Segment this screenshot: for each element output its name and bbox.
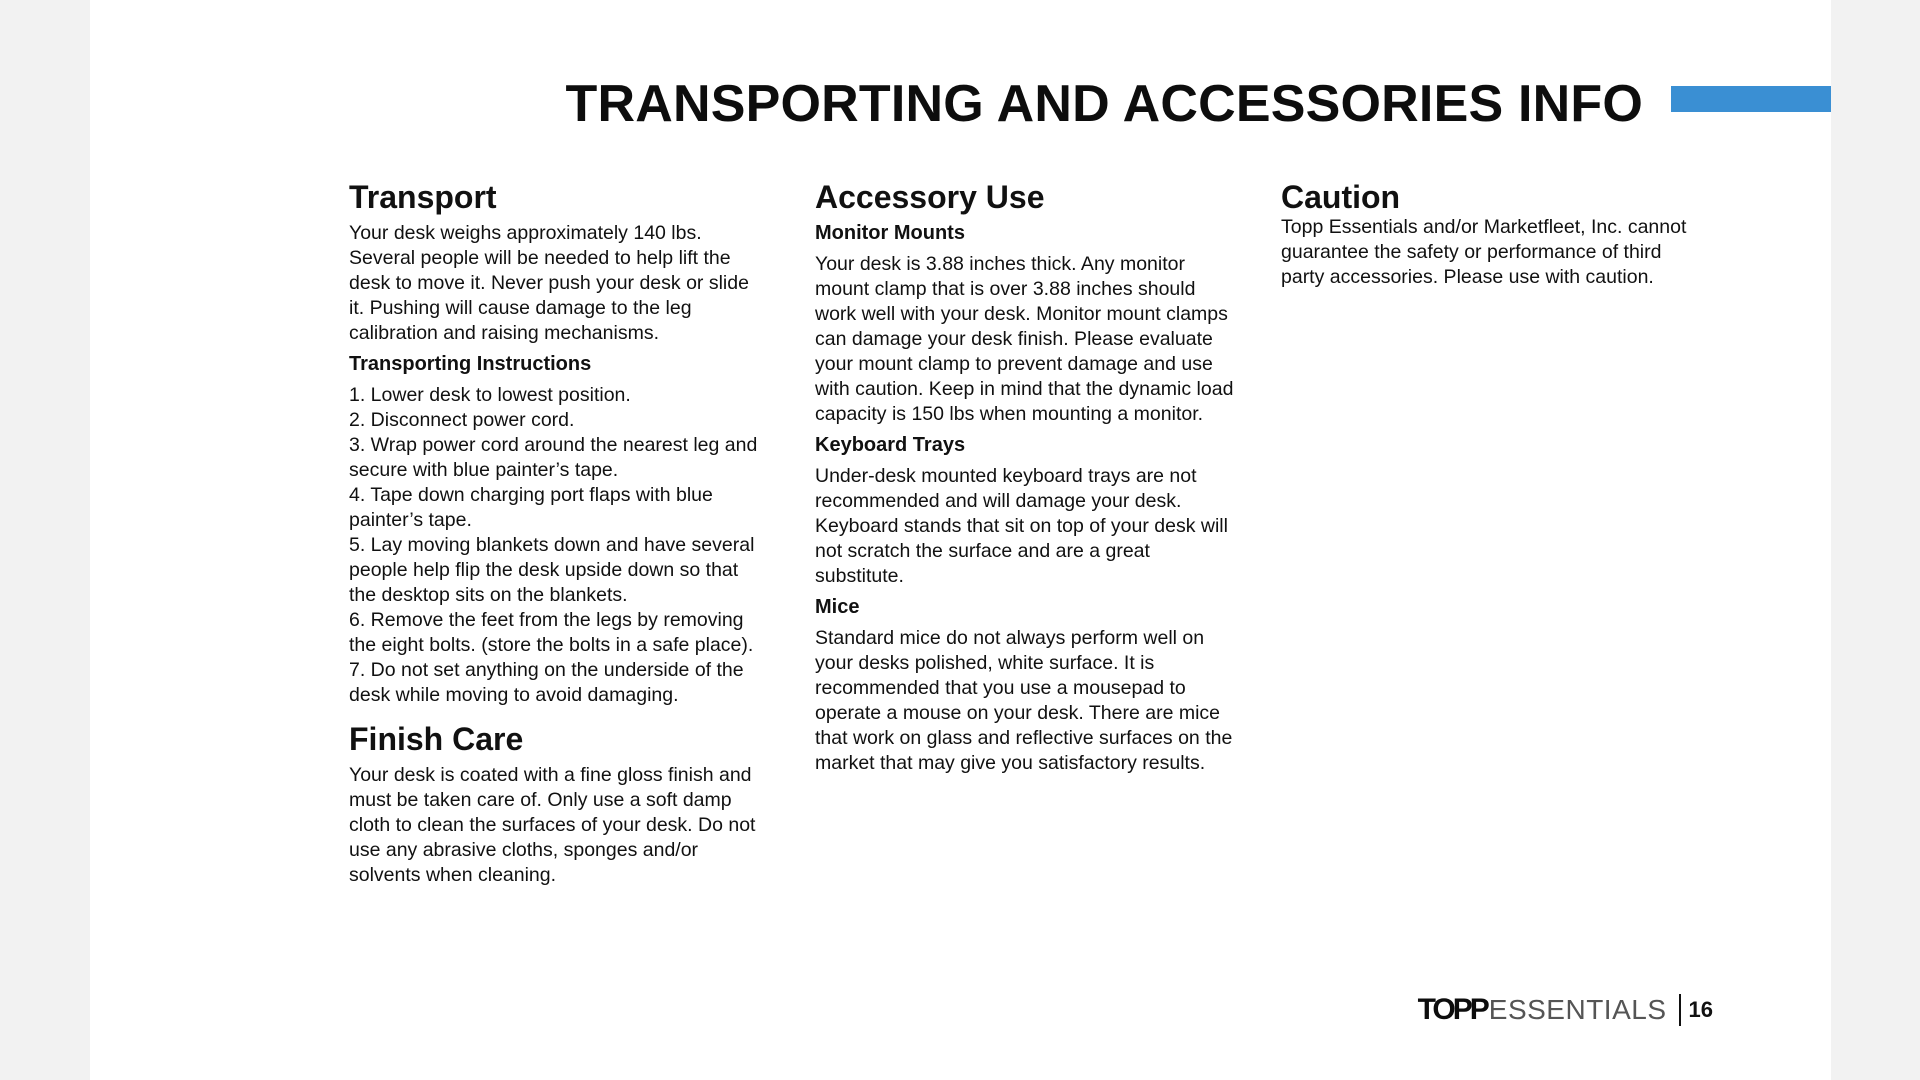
mice-body: Standard mice do not always perform well on your desks polished, white surface. It is recommended that you use a mousepad to operate a mouse on your desk. There are mice that work on glass and reflective surfaces on the market that may give you satisfactory results.: [815, 627, 1233, 775]
footer-divider: [1679, 994, 1681, 1026]
title-accent-bar: [1671, 86, 1831, 112]
page-number: 16: [1688, 997, 1713, 1022]
transport-heading: Transport: [349, 179, 497, 215]
transport-step: 1. Lower desk to lowest position.: [349, 384, 631, 407]
logo-light-text: ESSENTIALS: [1488, 994, 1667, 1025]
column-transport: [349, 180, 769, 892]
keyboard-trays-heading: Keyboard Trays: [815, 434, 966, 457]
transport-steps-list: [349, 383, 769, 708]
finish-care-heading: Finish Care: [349, 721, 524, 758]
caution-heading: Caution: [1281, 179, 1401, 215]
transport-body: Your desk weighs approximately 140 lbs. Several people will be needed to help lift the desk to move it. Never push your desk or slide it. Pushing will cause damage to the leg calibration and raising mechanisms.: [349, 222, 749, 345]
transport-section: [349, 180, 769, 708]
transport-step: 7. Do not set anything on the underside of the desk while moving to avoid damaging.: [349, 659, 744, 707]
transport-step: 6. Remove the feet from the legs by removing the eight bolts. (store the bolts in a safe place).: [349, 609, 754, 657]
topp-essentials-logo: [1418, 995, 1667, 1025]
document-page: [90, 0, 1831, 1080]
monitor-mounts-heading: Monitor Mounts: [815, 222, 965, 245]
transport-step: 4. Tape down charging port flaps with blue painter’s tape.: [349, 484, 713, 532]
column-accessory-use: [815, 180, 1235, 780]
mice-heading: Mice: [815, 596, 860, 619]
page-title: TRANSPORTING AND ACCESSORIES INFO: [565, 75, 1643, 133]
accessory-use-heading: Accessory Use: [815, 179, 1045, 215]
transporting-instructions-heading: Transporting Instructions: [349, 353, 592, 376]
finish-care-body: Your desk is coated with a fine gloss finish and must be taken care of. Only use a soft damp cloth to clean the surfaces of your desk. Do not use any abrasive cloths, sponges and/or solvents when cleaning.: [349, 764, 756, 887]
transport-step: 5. Lay moving blankets down and have several people help flip the desk upside down so that the desktop sits on the blankets.: [349, 534, 755, 607]
accessory-use-section: [815, 180, 1235, 776]
caution-section: [1281, 180, 1701, 290]
keyboard-trays-body: Under-desk mounted keyboard trays are not recommended and will damage your desk. Keyboard stands that sit on top of your desk will not scratch the surface and are a great substitute.: [815, 465, 1228, 588]
caution-body: Topp Essentials and/or Marketfleet, Inc. cannot guarantee the safety or performance of third party accessories. Please use with caution.: [1281, 216, 1687, 289]
logo-bold-text: TOPP: [1417, 993, 1487, 1026]
monitor-mounts-body: Your desk is 3.88 inches thick. Any monitor mount clamp that is over 3.88 inches should work well with your desk. Monitor mount clamps can damage your desk finish. Please evaluate your mount clamp to prevent damage and use with caution. Keep in mind that the dynamic load capacity is 150 lbs when mounting a monitor.: [815, 253, 1234, 426]
transport-step: 2. Disconnect power cord.: [349, 409, 575, 432]
transport-step: 3. Wrap power cord around the nearest leg and secure with blue painter’s tape.: [349, 434, 758, 482]
column-caution: [1281, 180, 1701, 294]
page-footer: [1418, 992, 1713, 1028]
finish-care-section: [349, 722, 769, 888]
